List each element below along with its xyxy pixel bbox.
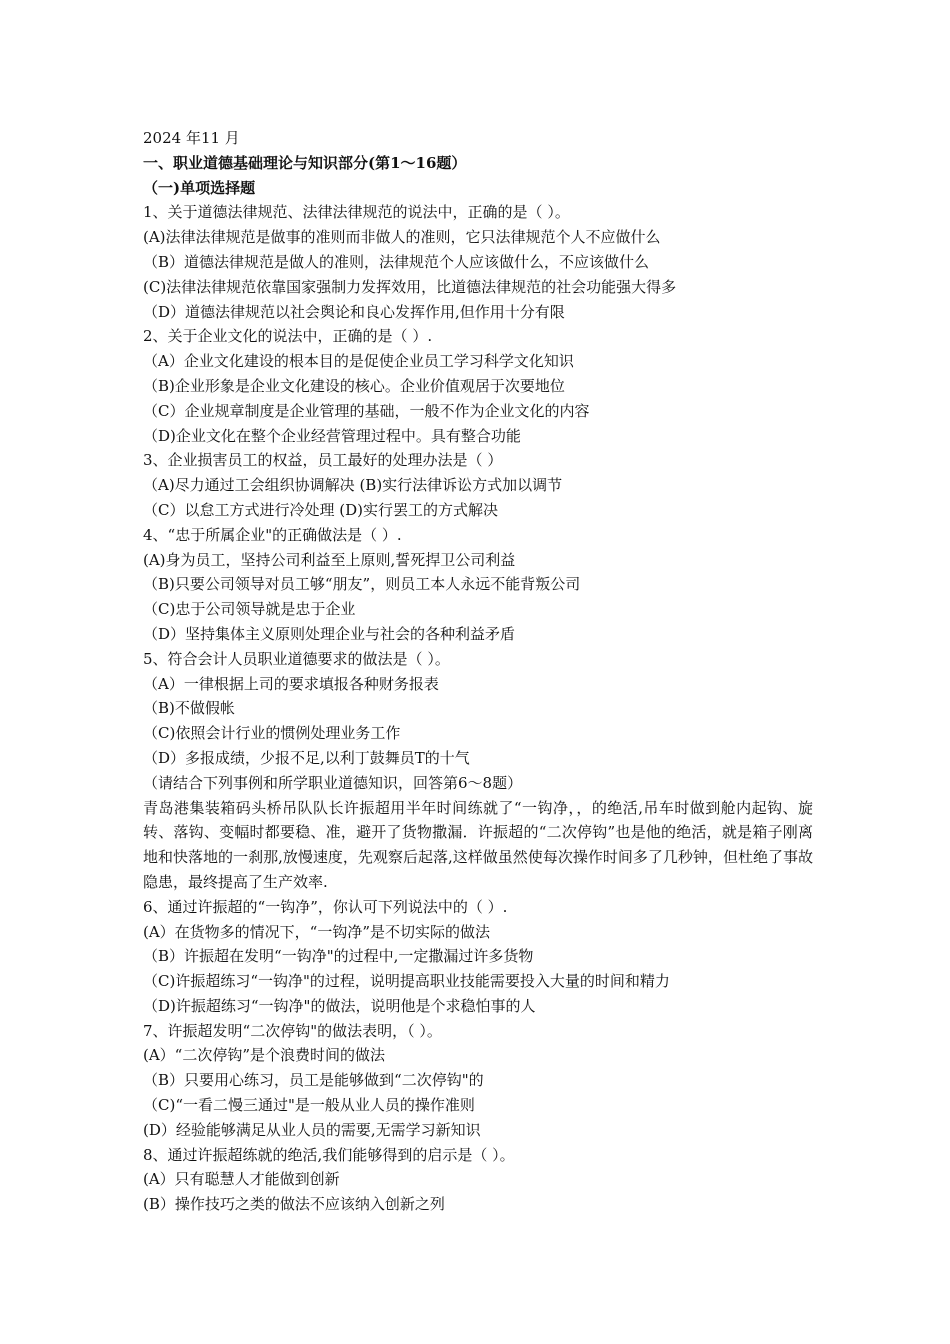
document-date: 2024 年11 月	[143, 129, 240, 147]
question-1-stem: 1、关于道德法律规范、法律法律规范的说法中，正确的是（ ）。	[143, 203, 570, 222]
question-2-option-c: （C）企业规章制度是企业管理的基础，一般不作为企业文化的内容	[143, 401, 590, 420]
question-2-option-b: （B)企业形象是企业文化建设的核心。企业价值观居于次要地位	[143, 376, 565, 395]
case-intro: （请结合下列事例和所学职业道德知识，回答第6～8题）	[143, 773, 523, 792]
question-3-options-ab: （A)尽力通过工会组织协调解决 (B)实行法律诉讼方式加以调节	[143, 476, 563, 495]
question-5-stem: 5、符合会计人员职业道德要求的做法是（ ）。	[143, 649, 450, 668]
question-5-option-c: （C)依照会计行业的惯例处理业务工作	[143, 724, 401, 743]
question-4-stem: 4、“忠于所属企业"的正确做法是（ ）.	[143, 525, 402, 544]
question-7-option-b: （B）只要用心练习，员工是能够做到“二次停钩"的	[143, 1071, 484, 1090]
question-3-options-cd: （C）以怠工方式进行冷处理 (D)实行罢工的方式解决	[143, 500, 498, 519]
question-1-option-b: （B）道德法律规范是做人的准则，法律规范个人应该做什么，不应该做什么	[143, 252, 650, 271]
question-5-option-d: （D）多报成绩，少报不足,以利丁鼓舞员Τ的十气	[143, 748, 470, 767]
question-7-option-c: （C)“一看二慢三通过"是一般从业人员的操作准则	[143, 1096, 475, 1115]
subsection-title: （一)单项选择题	[143, 178, 256, 197]
question-5-option-b: （B)不做假帐	[143, 699, 235, 718]
question-8-option-a: (A）只有聪慧人才能做到创新	[143, 1170, 340, 1189]
question-3-stem: 3、企业损害员工的权益，员工最好的处理办法是（ ）	[143, 451, 503, 470]
question-6-option-a: (A）在货物多的情况下，“一钩净”是不切实际的做法	[143, 922, 491, 941]
question-8-option-b: (B）操作技巧之类的做法不应该纳入创新之列	[143, 1195, 445, 1214]
question-1-option-d: （D）道德法律规范以社会舆论和良心发挥作用,但作用十分有限	[143, 302, 565, 321]
question-4-option-c: （C)忠于公司领导就是忠于企业	[143, 600, 356, 619]
question-7-stem: 7、许振超发明“二次停钩"的做法表明，（ ）。	[143, 1021, 442, 1040]
question-8-stem: 8、通过许振超练就的绝活,我们能够得到的启示是（ ）。	[143, 1145, 515, 1164]
question-6-option-b: （B）许振超在发明“一钩净"的过程中,一定撒漏过许多货物	[143, 947, 534, 966]
question-7-option-d: (D）经验能够满足从业人员的需要,无需学习新知识	[143, 1120, 481, 1139]
case-text: 青岛港集装箱码头桥吊队队长许振超用半年时间练就了“一钩净，，的绝活,吊车时做到舱内起钩、旋转、落钩、变幅时都要稳、准，避开了货物撒漏．许振超的“二次停钩”也是他的绝活，就是箱子刚离地和快落地的一刹那,放慢速度，先观察后起落,这样做虽然使每次操作时间多了几秒钟，但杜绝了事故隐患，最终提高了生产效率.	[143, 798, 813, 891]
question-6-stem: 6、通过许振超的“一钩净”，你认可下列说法中的（ ）.	[143, 897, 508, 916]
question-1-option-c: (C)法律法律规范依靠国家强制力发挥效用，比道德法律规范的社会功能强大得多	[143, 277, 677, 296]
section-title: 一、职业道德基础理论与知识部分(第1～16题）	[143, 153, 467, 172]
question-7-option-a: (A）“二次停钩”是个浪费时间的做法	[143, 1046, 386, 1065]
question-2-stem: 2、关于企业文化的说法中，正确的是（ ）.	[143, 327, 433, 346]
document-page	[143, 126, 813, 1217]
question-4-option-b: （B)只要公司领导对员工够“朋友”，则员工本人永远不能背叛公司	[143, 575, 581, 594]
question-4-option-a: (A)身为员工，坚持公司利益至上原则,誓死捍卫公司利益	[143, 550, 516, 569]
question-2-option-a: （A）企业文化建设的根本目的是促使企业员工学习科学文化知识	[143, 352, 574, 371]
question-1-option-a: (A)法律法律规范是做事的准则而非做人的准则，它只法律规范个人不应做什么	[143, 228, 661, 247]
question-2-option-d: （D)企业文化在整个企业经营管理过程中。具有整合功能	[143, 426, 521, 445]
question-6-option-d: （D)许振超练习“一钩净"的做法，说明他是个求稳怕事的人	[143, 996, 536, 1015]
question-4-option-d: （D）坚持集体主义原则处理企业与社会的各种利益矛盾	[143, 624, 516, 643]
question-5-option-a: （A）一律根据上司的要求填报各种财务报表	[143, 674, 439, 693]
question-6-option-c: （C)许振超练习“一钩净"的过程，说明提高职业技能需要投入大量的时间和精力	[143, 972, 670, 991]
